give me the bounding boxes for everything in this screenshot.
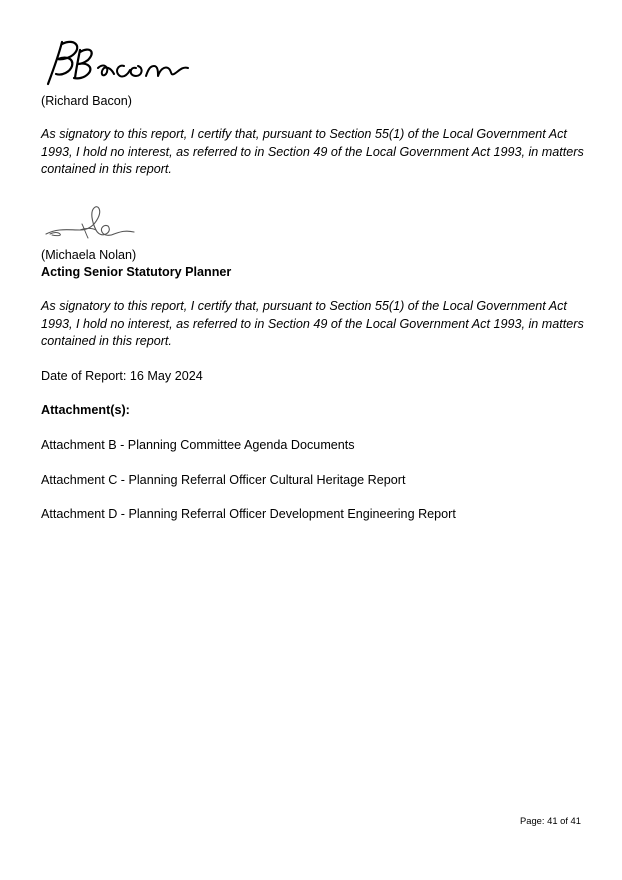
page-number: Page: 41 of 41: [520, 815, 581, 826]
attachment-item: Attachment C - Planning Referral Officer Cultural Heritage Report: [41, 473, 406, 487]
signatory-2-title: Acting Senior Statutory Planner: [41, 265, 232, 279]
signatory-1-name: (Richard Bacon): [41, 94, 132, 108]
attachment-item: Attachment D - Planning Referral Officer Development Engineering Report: [41, 507, 456, 521]
signature-richard-bacon-icon: [40, 38, 196, 92]
signature-michaela-nolan-icon: [44, 200, 140, 244]
signatory-2-name: (Michaela Nolan): [41, 248, 137, 262]
signatory-2-declaration: As signatory to this report, I certify that, pursuant to Section 55(1) of the Local Government Act 1993, I hold no interest, as referred to in Section 49 of the Local Government Act 1993, in matters contained in this report.: [41, 299, 584, 349]
attachments-heading: Attachment(s):: [41, 403, 130, 417]
signatory-1-declaration: As signatory to this report, I certify that, pursuant to Section 55(1) of the Local Government Act 1993, I hold no interest, as referred to in Section 49 of the Local Government Act 1993, in matters contained in this report.: [41, 127, 584, 177]
report-date: Date of Report: 16 May 2024: [41, 369, 203, 383]
attachment-item: Attachment B - Planning Committee Agenda Documents: [41, 438, 355, 452]
